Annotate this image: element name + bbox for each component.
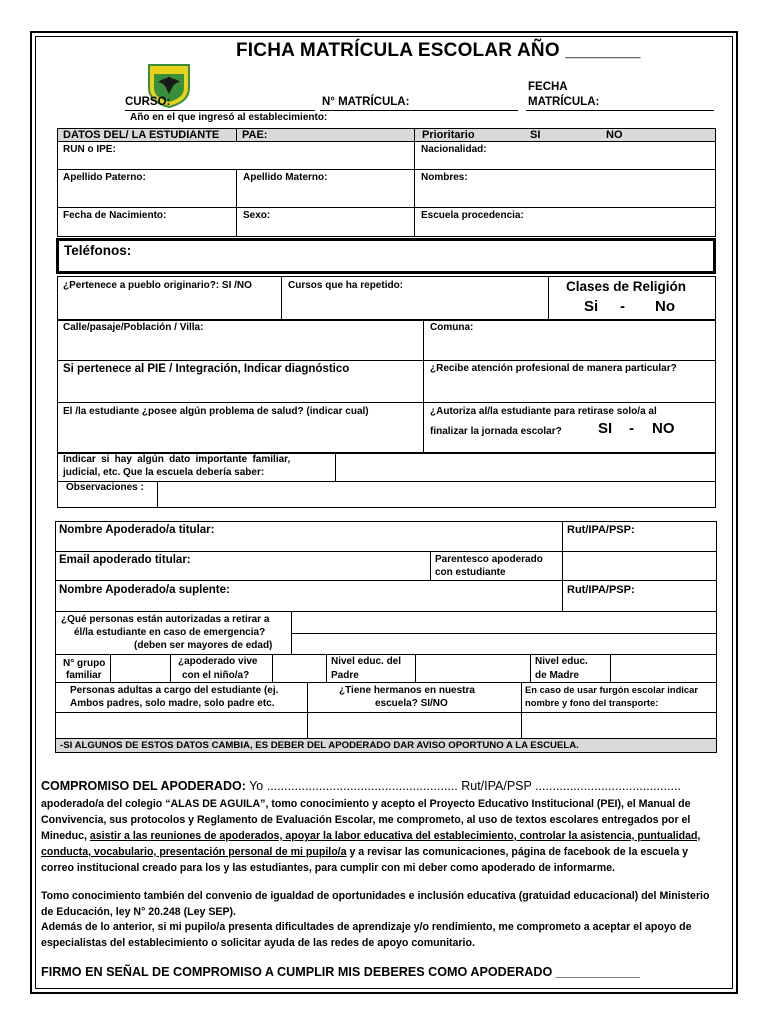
compromiso-paragraph-3: Además de lo anterior, si mi pupilo/a presenta dificultades de aprendizaje y/o rendimiento, me comprometo a aceptar el apoyo de especialistas del establecimiento o solicitar ayuda de las redes de apoyo comunitario. xyxy=(41,921,692,949)
dato-importante-label: Indicar si hay algún dato importante familiar, xyxy=(63,454,291,465)
nivel-padre-label-2: Padre xyxy=(331,670,359,681)
firma-line: FIRMO EN SEÑAL DE COMPROMISO A CUMPLIR MIS DEBERES COMO APODERADO ____________ xyxy=(41,965,640,979)
prioritario-label: Prioritario xyxy=(422,129,475,141)
grupo-familiar-label-2: familiar xyxy=(66,670,102,681)
nombre-titular-label: Nombre Apoderado/a titular: xyxy=(59,524,215,536)
matricula-label: N° MATRÍCULA: xyxy=(322,96,410,108)
rut-titular-label: Rut/IPA/PSP: xyxy=(567,524,635,536)
autoriza-no[interactable]: NO xyxy=(652,420,675,437)
email-titular-label: Email apoderado titular: xyxy=(59,554,191,566)
nivel-madre-label: Nivel educ. xyxy=(535,656,588,667)
autorizadas-label-2: él/la estudiante en caso de emergencia? xyxy=(74,627,266,638)
compromiso-paragraph-2: Tomo conocimiento también del convenio de igualdad de oportunidades e inclusión educativa (gratuidad educacional) del Ministerio de Educación, ley N° 20.248 (Ley SEP). xyxy=(41,890,710,918)
grupo-familiar-label: N° grupo xyxy=(63,658,106,669)
furgon-label: En caso de usar furgón escolar indicar xyxy=(525,684,698,695)
compromiso-text-underlined: asistir a las reuniones de apoderados, apoyar la labor educativa del establecimiento, controlar la asistencia, puntualidad, conducta, vocabulario, presentación personal de mi pupilo/a xyxy=(41,830,701,858)
furgon-label-2: nombre y fono del transporte: xyxy=(525,697,659,708)
curso-label: CURSO: xyxy=(125,96,171,108)
address-health-block xyxy=(57,320,716,453)
comuna-label: Comuna: xyxy=(430,322,474,333)
compromiso-line xyxy=(41,779,681,793)
calle-label: Calle/pasaje/Población / Villa: xyxy=(63,322,204,333)
compromiso-yo: Yo ....................................................... Rut/IPA/PSP .......................................... xyxy=(245,779,681,793)
apellido-paterno-label: Apellido Paterno: xyxy=(63,172,146,183)
compromiso-text-2: y a revisar las comunicaciones, página de facebook de la escuela y correo institucional creado para los y las estudiantes, para cumplir con mi deber como apoderado de informarme. xyxy=(41,846,689,874)
apellido-materno-label: Apellido Materno: xyxy=(243,172,328,183)
religion-no[interactable]: No xyxy=(655,298,675,315)
nombres-label: Nombres: xyxy=(421,172,468,183)
religion-label: Clases de Religión xyxy=(566,279,687,294)
adultos-cargo-label: Personas adultas a cargo del estudiante (ej. xyxy=(70,685,279,696)
adultos-cargo-label-2: Ambos padres, solo madre, solo padre etc. xyxy=(70,698,275,709)
nombre-suplente-label: Nombre Apoderado/a suplente: xyxy=(59,584,230,596)
nivel-madre-label-2: de Madre xyxy=(535,670,579,681)
pueblo-originario-label: ¿Pertenece a pueblo originario?: SI /NO xyxy=(63,280,252,291)
student-data-block xyxy=(57,141,716,237)
fecha-nacimiento-label: Fecha de Nacimiento: xyxy=(63,210,167,221)
compromiso-heading: COMPROMISO DEL APODERADO: xyxy=(41,779,246,793)
telefonos-box[interactable] xyxy=(56,238,716,274)
religion-dash: - xyxy=(620,298,625,315)
sexo-label: Sexo: xyxy=(243,210,271,221)
cursos-repetido-label: Cursos que ha repetido: xyxy=(288,280,404,291)
pie-label: Si pertenece al PIE / Integración, Indicar diagnóstico xyxy=(63,363,350,375)
telefonos-label: Teléfonos: xyxy=(64,243,132,258)
aviso-text: -SI ALGUNOS DE ESTOS DATOS CAMBIA, ES DEBER DEL APODERADO DAR AVISO OPORTUNO A LA ESCUELA. xyxy=(60,740,579,751)
autorizadas-label-3: (deben ser mayores de edad) xyxy=(134,640,273,651)
salud-label: El /la estudiante ¿posee algún problema de salud? (indicar cual) xyxy=(63,406,369,417)
atencion-profesional-label: ¿Recibe atención profesional de manera particular? xyxy=(430,363,677,374)
parentesco-label: Parentesco apoderado xyxy=(435,554,543,565)
compromiso-text-1: apoderado/a del colegio “ALAS DE AGUILA”, tomo conocimiento y acepto el Proyecto Educativo Institucional (PEI), el Manual de Convivencia, sus protocolos y Reglamento de Evaluación Escolar, me comprometo, al uso de textos escolares entregados por el Mineduc, xyxy=(41,798,691,842)
parentesco-label-2: con estudiante xyxy=(435,567,506,578)
escuela-procedencia-label: Escuela procedencia: xyxy=(421,210,524,221)
vive-con-nino-label-2: con el niño/a? xyxy=(182,670,250,681)
autoriza-dash: - xyxy=(629,420,634,437)
autorizadas-label: ¿Qué personas están autorizadas a retirar a xyxy=(61,614,270,625)
hermanos-label-2: escuela? SI/NO xyxy=(375,698,448,709)
nivel-padre-label: Nivel educ. del xyxy=(331,656,402,667)
prioritario-si[interactable]: SI xyxy=(530,129,541,141)
prioritario-no[interactable]: NO xyxy=(606,129,623,141)
pae-label: PAE: xyxy=(242,129,268,141)
dato-importante-label-2: judicial, etc. Que la escuela debería saber: xyxy=(63,467,265,478)
rut-suplente-label: Rut/IPA/PSP: xyxy=(567,584,635,596)
datos-estudiante-label: DATOS DEL/ LA ESTUDIANTE xyxy=(63,129,220,141)
religion-si[interactable]: Si xyxy=(584,298,599,315)
form-title: FICHA MATRÍCULA ESCOLAR AÑO _______ xyxy=(236,40,641,61)
hermanos-label: ¿Tiene hermanos en nuestra xyxy=(339,685,475,696)
autoriza-si[interactable]: SI xyxy=(598,420,613,437)
compromiso-paragraph-1 xyxy=(41,796,716,876)
fecha-label: FECHA xyxy=(528,81,568,93)
autoriza-retiro-label-2: finalizar la jornada escolar? xyxy=(430,426,562,437)
anio-ingreso-label: Año en el que ingresó al establecimiento: xyxy=(130,112,328,123)
vive-con-nino-label: ¿apoderado vive xyxy=(178,656,258,667)
autoriza-retiro-label: ¿Autoriza al/la estudiante para retirase solo/a al xyxy=(430,406,657,417)
fecha-matricula-label: MATRÍCULA: xyxy=(528,96,600,108)
nacionalidad-label: Nacionalidad: xyxy=(421,144,487,155)
run-label: RUN o IPE: xyxy=(63,144,116,155)
observaciones-label: Observaciones : xyxy=(66,482,144,493)
